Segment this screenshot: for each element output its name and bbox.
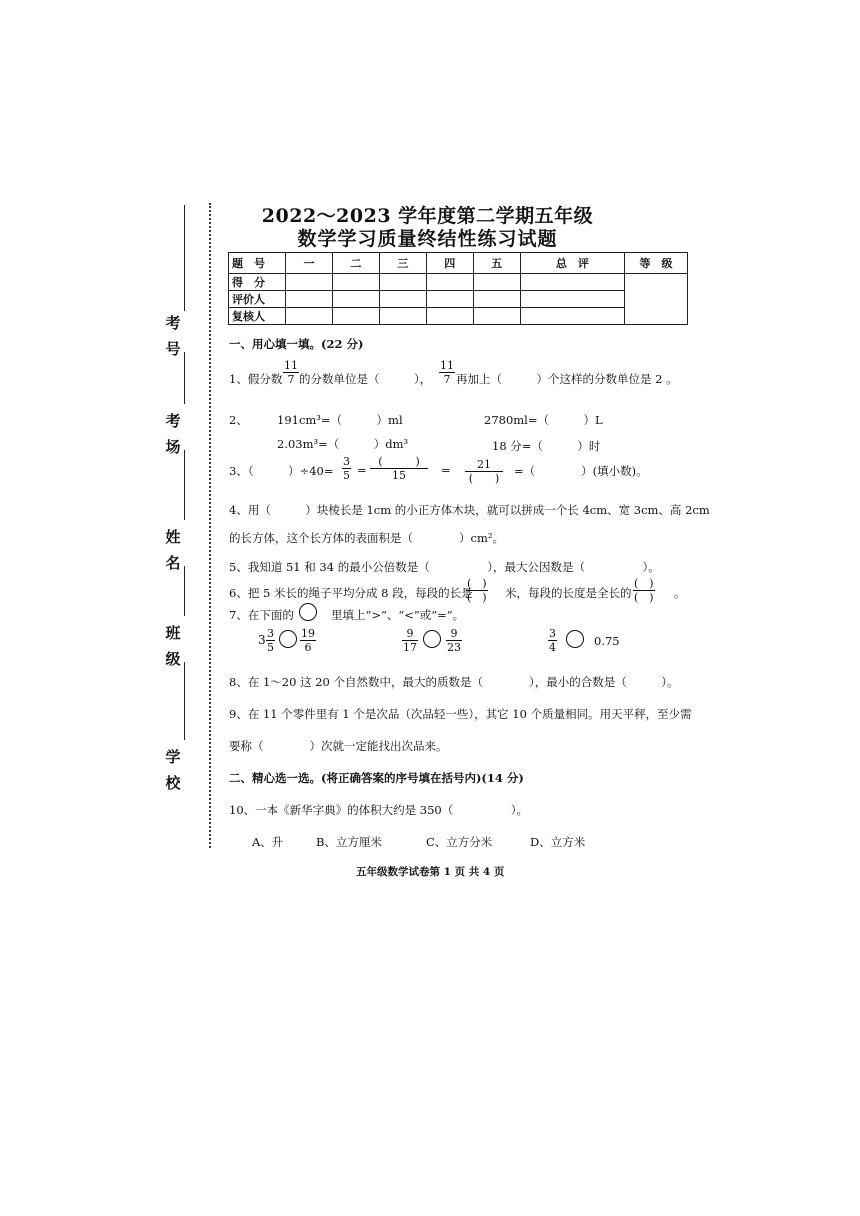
fill-line-class <box>184 566 185 616</box>
score-table-header <box>229 253 688 274</box>
page-footer: 五年级数学试卷第 1 页 共 4 页 <box>356 866 505 878</box>
score-cell[interactable] <box>426 274 473 291</box>
col-header: 一 <box>286 253 333 274</box>
q3-text-a: 3、（ ）÷40= <box>229 464 334 478</box>
fill-line-name <box>184 450 185 520</box>
grade-cell[interactable] <box>625 274 688 325</box>
table-row <box>229 291 688 308</box>
q1-text-c: 再加上（ ）个这样的分数单位是 2 。 <box>456 372 678 386</box>
score-cell[interactable] <box>520 274 624 291</box>
score-cell[interactable] <box>286 291 333 308</box>
fraction-denominator: 4 <box>549 641 556 654</box>
q7-text-b: 里填上“>”、“<”或“=”。 <box>331 608 465 622</box>
q10-option-a[interactable]: A、升 <box>252 835 284 849</box>
q5-text: 5、我知道 51 和 34 的最小公倍数是（ ），最大公因数是（ ）。 <box>229 560 660 574</box>
table-row <box>229 308 688 325</box>
label-class: 班级 <box>165 624 181 668</box>
score-cell[interactable] <box>426 291 473 308</box>
fraction-numerator: 21 <box>465 458 503 472</box>
table-row <box>229 274 688 291</box>
score-cell[interactable] <box>473 291 520 308</box>
label-exam-number: 考号 <box>165 314 181 358</box>
q2-item-a: 191cm³=（ ）ml <box>277 413 403 427</box>
score-cell[interactable] <box>379 291 426 308</box>
q3-eq2: = <box>441 463 451 477</box>
q3-fraction-1 <box>342 455 351 482</box>
fraction-numerator: 11 <box>284 359 298 372</box>
fraction-numerator: 19 <box>301 627 315 640</box>
fraction-denominator: ( ) <box>468 472 500 485</box>
fraction-numerator: 3 <box>343 455 350 468</box>
q10-option-b[interactable]: B、立方厘米 <box>316 835 382 849</box>
row-header: 复核人 <box>229 308 286 325</box>
q9-line1: 9、在 11 个零件里有 1 个是次品（次品轻一些），其它 10 个质量相同。用天平秤，至少需 <box>229 707 692 721</box>
q3-text-b: =（ ）(填小数)。 <box>514 464 648 478</box>
score-cell[interactable] <box>473 308 520 325</box>
col-header: 等 级 <box>625 253 688 274</box>
q10-option-c[interactable]: C、立方分米 <box>426 835 493 849</box>
score-cell[interactable] <box>379 274 426 291</box>
q4-line1: 4、用（ ）块棱长是 1cm 的小正方体木块，就可以拼成一个长 4cm、宽 3cm、高 2cm <box>229 503 710 517</box>
score-cell[interactable] <box>473 274 520 291</box>
q2-item-b: 2780ml=（ ）L <box>484 413 603 427</box>
compare-circle-3[interactable] <box>566 630 584 648</box>
q7-item1-fraction-right <box>300 627 316 654</box>
q2-item-d: 18 分=（ ）时 <box>492 439 601 453</box>
q9-line2: 要称（ ）次就一定能找出次品来。 <box>229 739 448 753</box>
q7-item2-fraction-left <box>402 627 418 654</box>
q3-fraction-2 <box>370 455 428 482</box>
col-header: 二 <box>332 253 379 274</box>
score-cell[interactable] <box>286 274 333 291</box>
col-header: 三 <box>379 253 426 274</box>
fill-line-school <box>184 662 185 740</box>
score-cell[interactable] <box>379 308 426 325</box>
fraction-denominator: 7 <box>443 373 451 386</box>
q7-text-a: 7、在下面的 <box>229 608 294 622</box>
fraction-denominator: 15 <box>392 469 406 482</box>
score-cell[interactable] <box>520 308 624 325</box>
q7-item2-fraction-right <box>446 627 462 654</box>
score-cell[interactable] <box>332 274 379 291</box>
fraction-denominator: ( ) <box>634 591 654 604</box>
fraction-denominator: 6 <box>304 641 312 654</box>
compare-circle-2[interactable] <box>423 630 441 648</box>
section2-heading: 二、精心选一选。(将正确答案的序号填在括号内)(14 分) <box>229 771 524 785</box>
q6-fraction-2 <box>633 577 655 604</box>
q6-text-b: 米，每段的长度是全长的 <box>505 586 632 600</box>
q10-option-d[interactable]: D、立方米 <box>530 835 586 849</box>
q6-fraction-1 <box>466 577 488 604</box>
q6-text-a: 6、把 5 米长的绳子平均分成 8 段，每段的长是 <box>229 586 473 600</box>
score-table <box>228 252 688 325</box>
fraction-denominator: 5 <box>267 641 274 654</box>
fraction-numerator: ( ) <box>467 577 487 590</box>
q10-text: 10、一本《新华字典》的体积大约是 350（ ）。 <box>229 803 528 817</box>
fraction-denominator: 17 <box>403 641 417 654</box>
fraction-numerator: 3 <box>267 627 274 640</box>
col-header: 五 <box>473 253 520 274</box>
q3-eq: = <box>357 463 367 477</box>
fraction-numerator: 9 <box>402 627 418 641</box>
fraction-denominator: 23 <box>447 641 461 654</box>
col-header: 总 评 <box>520 253 624 274</box>
q8-text: 8、在 1～20 这 20 个自然数中，最大的质数是（ ），最小的合数是（ ）。 <box>229 675 679 689</box>
q4-line2: 的长方体，这个长方体的表面积是（ ）cm²。 <box>229 531 504 545</box>
section1-heading: 一、用心填一填。(22 分) <box>229 337 364 351</box>
q3-fraction-3 <box>465 458 503 485</box>
q2-item-c: 2.03m³=（ ）dm³ <box>277 437 409 451</box>
compare-circle-icon <box>299 603 317 621</box>
row-header: 得 分 <box>229 274 286 291</box>
fraction-denominator: ( ) <box>467 591 487 604</box>
score-cell[interactable] <box>286 308 333 325</box>
fraction-numerator: ( ) <box>370 455 428 469</box>
q1-text-b: 的分数单位是（ ）， <box>299 372 432 386</box>
label-school: 学校 <box>165 748 181 792</box>
fraction-numerator: ( ) <box>634 577 654 590</box>
compare-circle-1[interactable] <box>279 630 297 648</box>
score-cell[interactable] <box>520 291 624 308</box>
label-name: 姓名 <box>165 528 181 572</box>
col-header: 四 <box>426 253 473 274</box>
binding-dotted-line <box>209 203 211 848</box>
q7-item3-right: 0.75 <box>594 634 620 648</box>
fraction-numerator: 9 <box>446 627 462 641</box>
fraction-numerator: 11 <box>440 359 454 372</box>
label-exam-room: 考场 <box>165 412 181 456</box>
fill-line-exam-number <box>184 205 185 311</box>
q1-fraction-1 <box>283 359 299 386</box>
q7-item3-fraction <box>548 627 557 654</box>
fraction-denominator: 5 <box>343 469 350 482</box>
fraction-numerator: 3 <box>549 627 556 640</box>
q2-label: 2、 <box>229 413 248 427</box>
q7-item1-fraction-left <box>266 627 275 654</box>
q1-fraction-2 <box>439 359 455 386</box>
q6-text-c: 。 <box>674 586 686 600</box>
score-cell[interactable] <box>332 308 379 325</box>
page-title-line2: 数学学习质量终结性练习试题 <box>297 228 558 250</box>
q1-text-a: 1、假分数 <box>229 372 283 386</box>
col-header: 题 号 <box>229 253 286 274</box>
score-cell[interactable] <box>426 308 473 325</box>
q7-item1-whole: 3 <box>258 633 266 647</box>
fill-line-exam-room <box>184 352 185 404</box>
fraction-denominator: 7 <box>287 373 295 386</box>
page-title-line1: 2022～2023 学年度第二学期五年级 <box>261 205 594 227</box>
score-cell[interactable] <box>332 291 379 308</box>
row-header: 评价人 <box>229 291 286 308</box>
